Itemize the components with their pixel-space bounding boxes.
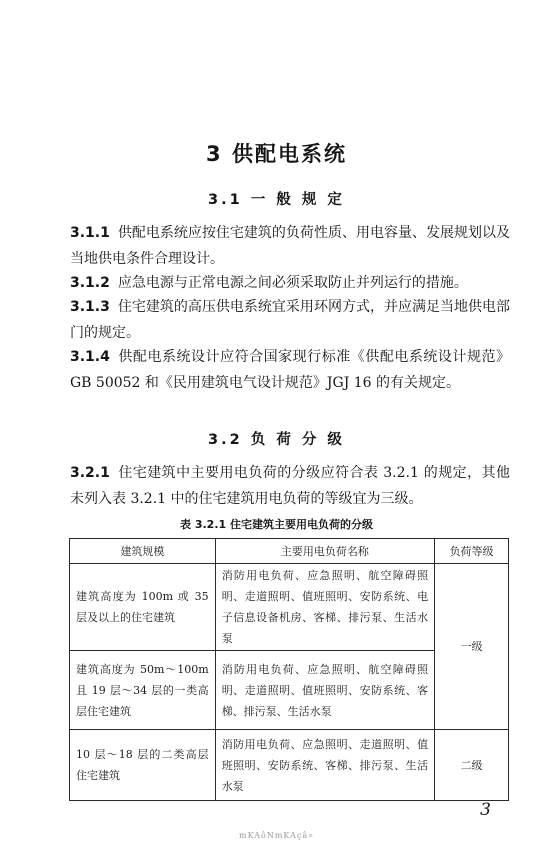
load-class-table xyxy=(69,538,509,801)
clause-text: 供配电系统应按住宅建筑的负荷性质、用电容量、发展规划以及当地供电条件合理设计。 xyxy=(70,225,510,267)
loads-cell: 消防用电负荷、应急照明、走道照明、值班照明、安防系统、客梯、排污泵、生活水泵 xyxy=(215,730,434,801)
clause-text: 住宅建筑的高压供电系统宜采用环网方式，并应满足当地供电部门的规定。 xyxy=(70,299,510,341)
clause-number: 3.1.3 xyxy=(70,299,110,315)
clause-3-1-3 xyxy=(70,294,510,346)
header-cell: 建筑规模 xyxy=(70,539,216,564)
clause-text: 住宅建筑中主要用电负荷的分级应符合表 3.2.1 的规定，其他未列入表 3.2.1 中的住宅建筑用电负荷的等级宜为三级。 xyxy=(70,465,510,507)
table-header-row xyxy=(70,539,509,564)
scale-cell: 建筑高度为 50m～100m 且 19 层～34 层的一类高层住宅建筑 xyxy=(70,651,216,730)
clause-number: 3.2.1 xyxy=(70,465,110,481)
clause-3-1-2 xyxy=(70,270,510,296)
footer-watermark: mKAôNmKAçâ» xyxy=(239,831,314,840)
clause-3-2-1 xyxy=(70,460,510,512)
level-cell: 二级 xyxy=(435,730,509,801)
section-title-3-1: 3.1 一 般 规 定 xyxy=(208,192,345,208)
clause-number: 3.1.4 xyxy=(70,349,110,365)
table-row xyxy=(70,730,509,801)
clause-text: 应急电源与正常电源之间必须采取防止并列运行的措施。 xyxy=(117,275,468,291)
clause-number: 3.1.2 xyxy=(70,275,110,291)
table-row xyxy=(70,564,509,651)
clause-number: 3.1.1 xyxy=(70,225,110,241)
scale-cell: 10 层～18 层的二类高层住宅建筑 xyxy=(70,730,216,801)
section-title-3-2: 3.2 负 荷 分 级 xyxy=(208,432,345,448)
clause-3-1-4 xyxy=(70,344,510,396)
level-cell: 一级 xyxy=(435,564,509,730)
scale-cell: 建筑高度为 100m 或 35 层及以上的住宅建筑 xyxy=(70,564,216,651)
loads-cell: 消防用电负荷、应急照明、航空障碍照明、走道照明、值班照明、安防系统、客梯、排污泵、生活水泵 xyxy=(215,651,434,730)
table-caption: 表 3.2.1 住宅建筑主要用电负荷的分级 xyxy=(180,518,373,531)
chapter-title: 3 供配电系统 xyxy=(206,142,347,166)
header-cell: 主要用电负荷名称 xyxy=(215,539,434,564)
header-cell: 负荷等级 xyxy=(435,539,509,564)
loads-cell: 消防用电负荷、应急照明、航空障碍照明、走道照明、值班照明、安防系统、电子信息设备机房、客梯、排污泵、生活水泵 xyxy=(215,564,434,651)
clause-3-1-1 xyxy=(70,220,510,272)
clause-text: 供配电系统设计应符合国家现行标准《供配电系统设计规范》GB 50052 和《民用建筑电气设计规范》JGJ 16 的有关规定。 xyxy=(70,349,510,391)
page-number: 3 xyxy=(480,800,491,820)
